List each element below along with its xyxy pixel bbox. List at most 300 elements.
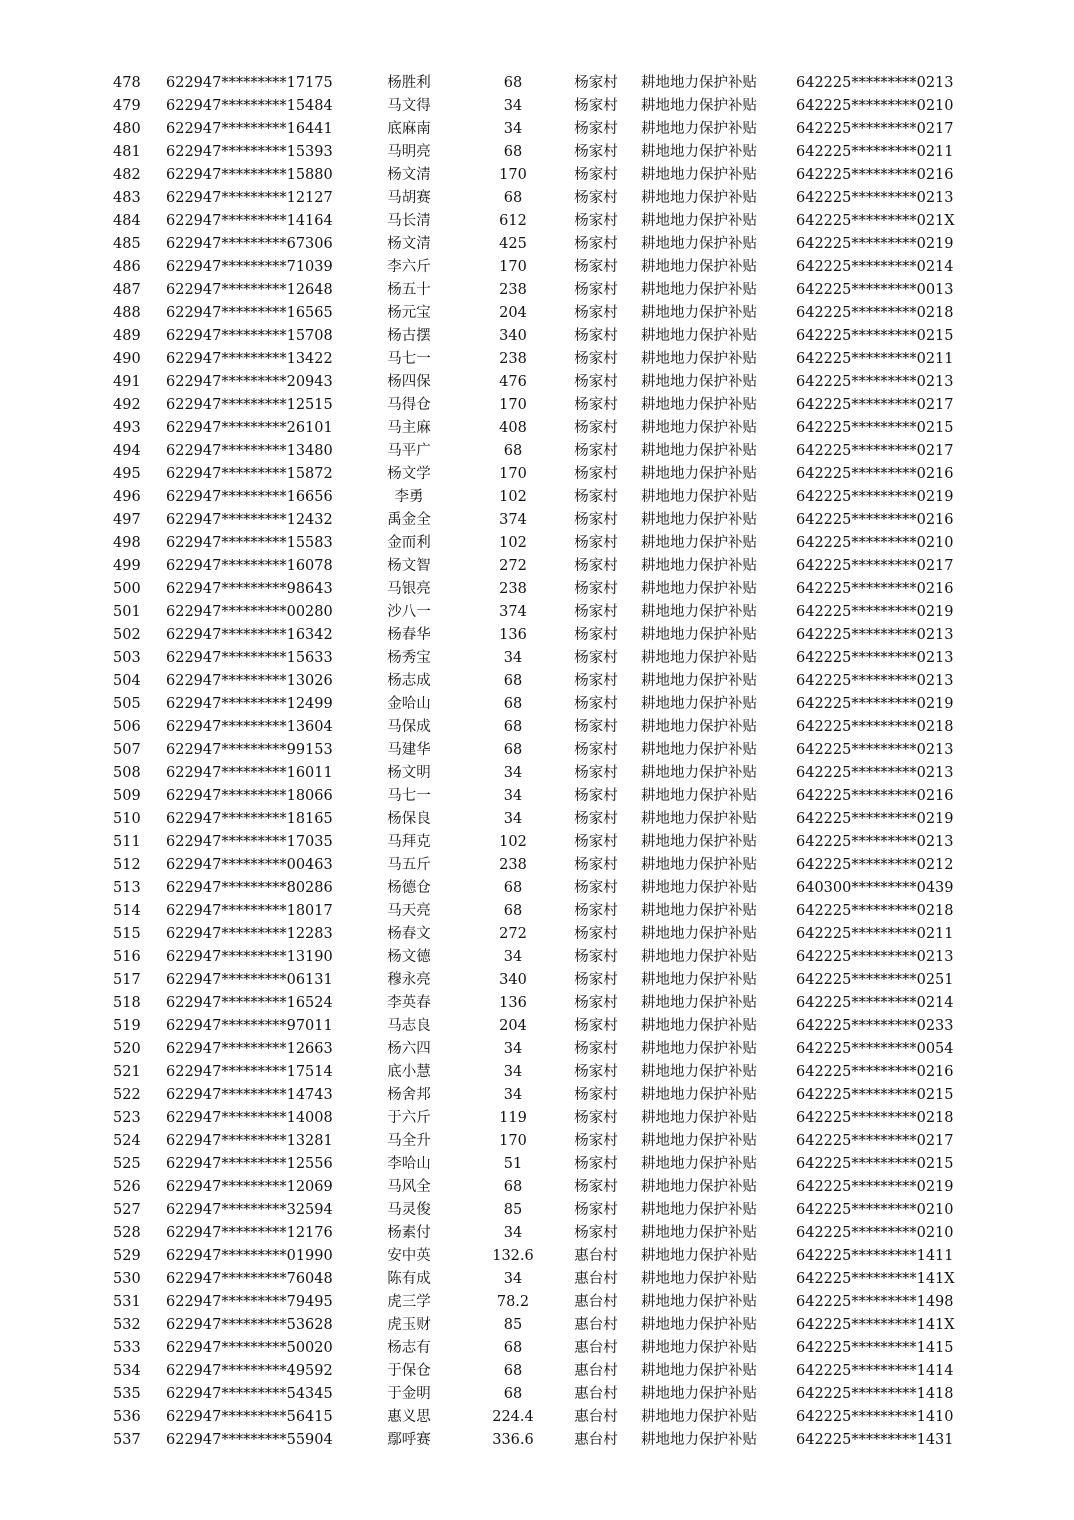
row-number: 513	[113, 880, 141, 896]
table-row	[0, 762, 1074, 785]
subsidy-item: 耕地地力保护补贴	[641, 696, 757, 712]
id-card-number: 642225*********0212	[796, 857, 954, 873]
row-number: 528	[113, 1225, 141, 1241]
subsidy-item: 耕地地力保护补贴	[641, 1225, 757, 1241]
bank-account-number: 622947*********79495	[166, 1294, 333, 1310]
subsidy-item: 耕地地力保护补贴	[641, 811, 757, 827]
subsidy-amount: 34	[503, 1041, 523, 1057]
bank-account-number: 622947*********17175	[166, 75, 333, 91]
subsidy-amount: 68	[503, 1340, 523, 1356]
village-name: 杨家村	[574, 1087, 618, 1103]
village-name: 杨家村	[574, 972, 618, 988]
table-row	[0, 532, 1074, 555]
subsidy-amount: 68	[503, 742, 523, 758]
id-card-number: 642225*********1498	[796, 1294, 954, 1310]
bank-account-number: 622947*********12127	[166, 190, 333, 206]
bank-account-number: 622947*********12432	[166, 512, 333, 528]
subsidy-item: 耕地地力保护补贴	[641, 788, 757, 804]
table-row	[0, 1107, 1074, 1130]
table-row	[0, 1360, 1074, 1383]
table-row	[0, 187, 1074, 210]
subsidy-amount: 224.4	[492, 1409, 534, 1425]
id-card-number: 642225*********0219	[796, 696, 954, 712]
subsidy-amount: 68	[503, 443, 523, 459]
village-name: 惠台村	[574, 1432, 618, 1448]
subsidy-item: 耕地地力保护补贴	[641, 121, 757, 137]
subsidy-item: 耕地地力保护补贴	[641, 880, 757, 896]
village-name: 杨家村	[574, 719, 618, 735]
subsidy-item: 耕地地力保护补贴	[641, 466, 757, 482]
table-row	[0, 624, 1074, 647]
village-name: 杨家村	[574, 742, 618, 758]
subsidy-amount: 68	[503, 673, 523, 689]
row-number: 533	[113, 1340, 141, 1356]
row-number: 537	[113, 1432, 141, 1448]
row-number: 526	[113, 1179, 141, 1195]
bank-account-number: 622947*********00280	[166, 604, 333, 620]
recipient-name: 穆永亮	[387, 972, 431, 988]
row-number: 489	[113, 328, 141, 344]
recipient-name: 沙八一	[387, 604, 431, 620]
subsidy-amount: 34	[503, 765, 523, 781]
subsidy-item: 耕地地力保护补贴	[641, 1432, 757, 1448]
subsidy-item: 耕地地力保护补贴	[641, 1271, 757, 1287]
id-card-number: 642225*********0213	[796, 673, 954, 689]
recipient-name: 底小慧	[387, 1064, 431, 1080]
village-name: 惠台村	[574, 1248, 618, 1264]
recipient-name: 陈有成	[387, 1271, 431, 1287]
table-row	[0, 1291, 1074, 1314]
row-number: 534	[113, 1363, 141, 1379]
row-number: 505	[113, 696, 141, 712]
bank-account-number: 622947*********12663	[166, 1041, 333, 1057]
table-row	[0, 1176, 1074, 1199]
recipient-name: 李六斤	[387, 259, 431, 275]
subsidy-amount: 272	[499, 926, 527, 942]
recipient-name: 李勇	[394, 489, 424, 505]
subsidy-amount: 68	[503, 903, 523, 919]
village-name: 杨家村	[574, 995, 618, 1011]
subsidy-item: 耕地地力保护补贴	[641, 328, 757, 344]
table-row	[0, 1314, 1074, 1337]
subsidy-item: 耕地地力保护补贴	[641, 144, 757, 160]
id-card-number: 640300*********0439	[796, 880, 954, 896]
subsidy-item: 耕地地力保护补贴	[641, 1409, 757, 1425]
village-name: 杨家村	[574, 604, 618, 620]
row-number: 515	[113, 926, 141, 942]
id-card-number: 642225*********0210	[796, 1225, 954, 1241]
subsidy-amount: 51	[503, 1156, 523, 1172]
id-card-number: 642225*********0216	[796, 512, 954, 528]
row-number: 500	[113, 581, 141, 597]
bank-account-number: 622947*********55904	[166, 1432, 333, 1448]
bank-account-number: 622947*********12515	[166, 397, 333, 413]
subsidy-amount: 119	[499, 1110, 527, 1126]
village-name: 杨家村	[574, 1179, 618, 1195]
bank-account-number: 622947*********53628	[166, 1317, 333, 1333]
village-name: 杨家村	[574, 167, 618, 183]
subsidy-amount: 85	[503, 1202, 523, 1218]
village-name: 杨家村	[574, 765, 618, 781]
row-number: 511	[113, 834, 141, 850]
recipient-name: 马主麻	[387, 420, 431, 436]
village-name: 杨家村	[574, 75, 618, 91]
row-number: 518	[113, 995, 141, 1011]
subsidy-item: 耕地地力保护补贴	[641, 650, 757, 666]
id-card-number: 642225*********0217	[796, 121, 954, 137]
row-number: 503	[113, 650, 141, 666]
village-name: 杨家村	[574, 236, 618, 252]
subsidy-amount: 136	[499, 627, 527, 643]
id-card-number: 642225*********1410	[796, 1409, 954, 1425]
subsidy-item: 耕地地力保护补贴	[641, 742, 757, 758]
village-name: 杨家村	[574, 282, 618, 298]
village-name: 惠台村	[574, 1317, 618, 1333]
village-name: 惠台村	[574, 1386, 618, 1402]
row-number: 532	[113, 1317, 141, 1333]
village-name: 杨家村	[574, 305, 618, 321]
subsidy-item: 耕地地力保护补贴	[641, 1018, 757, 1034]
village-name: 杨家村	[574, 512, 618, 528]
table-row	[0, 463, 1074, 486]
recipient-name: 杨素付	[387, 1225, 431, 1241]
subsidy-item: 耕地地力保护补贴	[641, 167, 757, 183]
bank-account-number: 622947*********98643	[166, 581, 333, 597]
row-number: 498	[113, 535, 141, 551]
row-number: 521	[113, 1064, 141, 1080]
recipient-name: 马明亮	[387, 144, 431, 160]
table-row	[0, 1038, 1074, 1061]
village-name: 杨家村	[574, 1202, 618, 1218]
bank-account-number: 622947*********16011	[166, 765, 333, 781]
village-name: 杨家村	[574, 903, 618, 919]
table-row	[0, 808, 1074, 831]
subsidy-amount: 238	[499, 581, 527, 597]
recipient-name: 马七一	[387, 351, 431, 367]
bank-account-number: 622947*********32594	[166, 1202, 333, 1218]
bank-account-number: 622947*********99153	[166, 742, 333, 758]
bank-account-number: 622947*********17035	[166, 834, 333, 850]
subsidy-amount: 34	[503, 98, 523, 114]
village-name: 杨家村	[574, 144, 618, 160]
village-name: 杨家村	[574, 926, 618, 942]
village-name: 杨家村	[574, 420, 618, 436]
subsidy-amount: 170	[499, 397, 527, 413]
row-number: 492	[113, 397, 141, 413]
recipient-name: 杨四保	[387, 374, 431, 390]
row-number: 523	[113, 1110, 141, 1126]
table-row	[0, 210, 1074, 233]
recipient-name: 杨志有	[387, 1340, 431, 1356]
id-card-number: 642225*********0218	[796, 1110, 954, 1126]
subsidy-amount: 68	[503, 696, 523, 712]
village-name: 杨家村	[574, 811, 618, 827]
table-row	[0, 969, 1074, 992]
bank-account-number: 622947*********13604	[166, 719, 333, 735]
subsidy-item: 耕地地力保护补贴	[641, 1110, 757, 1126]
id-card-number: 642225*********0213	[796, 765, 954, 781]
table-row	[0, 325, 1074, 348]
village-name: 惠台村	[574, 1363, 618, 1379]
subsidy-amount: 238	[499, 857, 527, 873]
table-row	[0, 486, 1074, 509]
table-row	[0, 1061, 1074, 1084]
village-name: 杨家村	[574, 857, 618, 873]
row-number: 501	[113, 604, 141, 620]
recipient-name: 禹金全	[387, 512, 431, 528]
id-card-number: 642225*********0213	[796, 834, 954, 850]
subsidy-item: 耕地地力保护补贴	[641, 903, 757, 919]
recipient-name: 杨文明	[387, 765, 431, 781]
village-name: 杨家村	[574, 650, 618, 666]
subsidy-item: 耕地地力保护补贴	[641, 1179, 757, 1195]
id-card-number: 642225*********0219	[796, 811, 954, 827]
village-name: 杨家村	[574, 213, 618, 229]
row-number: 509	[113, 788, 141, 804]
recipient-name: 杨六四	[387, 1041, 431, 1057]
bank-account-number: 622947*********12176	[166, 1225, 333, 1241]
table-row	[0, 141, 1074, 164]
recipient-name: 杨春文	[387, 926, 431, 942]
subsidy-item: 耕地地力保护补贴	[641, 581, 757, 597]
id-card-number: 642225*********1414	[796, 1363, 954, 1379]
subsidy-item: 耕地地力保护补贴	[641, 282, 757, 298]
subsidy-amount: 68	[503, 719, 523, 735]
subsidy-amount: 132.6	[492, 1248, 534, 1264]
id-card-number: 642225*********0218	[796, 903, 954, 919]
table-row	[0, 1337, 1074, 1360]
recipient-name: 马得仓	[387, 397, 431, 413]
table-row	[0, 946, 1074, 969]
village-name: 杨家村	[574, 443, 618, 459]
id-card-number: 642225*********0251	[796, 972, 954, 988]
subsidy-item: 耕地地力保护补贴	[641, 995, 757, 1011]
subsidy-amount: 34	[503, 1064, 523, 1080]
subsidy-amount: 34	[503, 121, 523, 137]
subsidy-item: 耕地地力保护补贴	[641, 213, 757, 229]
subsidy-amount: 102	[499, 834, 527, 850]
subsidy-amount: 425	[499, 236, 527, 252]
id-card-number: 642225*********1411	[796, 1248, 954, 1264]
village-name: 杨家村	[574, 1064, 618, 1080]
row-number: 529	[113, 1248, 141, 1264]
bank-account-number: 622947*********16441	[166, 121, 333, 137]
subsidy-amount: 612	[499, 213, 527, 229]
bank-account-number: 622947*********17514	[166, 1064, 333, 1080]
id-card-number: 642225*********0217	[796, 1133, 954, 1149]
row-number: 507	[113, 742, 141, 758]
bank-account-number: 622947*********16524	[166, 995, 333, 1011]
subsidy-amount: 68	[503, 1386, 523, 1402]
village-name: 杨家村	[574, 1110, 618, 1126]
subsidy-item: 耕地地力保护补贴	[641, 535, 757, 551]
row-number: 502	[113, 627, 141, 643]
table-row	[0, 1222, 1074, 1245]
id-card-number: 642225*********0216	[796, 466, 954, 482]
row-number: 514	[113, 903, 141, 919]
bank-account-number: 622947*********15708	[166, 328, 333, 344]
recipient-name: 马长清	[387, 213, 431, 229]
row-number: 536	[113, 1409, 141, 1425]
recipient-name: 马志良	[387, 1018, 431, 1034]
id-card-number: 642225*********0210	[796, 535, 954, 551]
table-row	[0, 348, 1074, 371]
subsidy-amount: 68	[503, 1179, 523, 1195]
table-row	[0, 1130, 1074, 1153]
id-card-number: 642225*********0054	[796, 1041, 954, 1057]
table-row	[0, 1429, 1074, 1452]
bank-account-number: 622947*********18017	[166, 903, 333, 919]
village-name: 杨家村	[574, 558, 618, 574]
recipient-name: 鄢呼赛	[387, 1432, 431, 1448]
bank-account-number: 622947*********49592	[166, 1363, 333, 1379]
table-row	[0, 601, 1074, 624]
village-name: 杨家村	[574, 121, 618, 137]
subsidy-amount: 170	[499, 1133, 527, 1149]
id-card-number: 642225*********0213	[796, 627, 954, 643]
table-row	[0, 1268, 1074, 1291]
village-name: 杨家村	[574, 397, 618, 413]
bank-account-number: 622947*********15880	[166, 167, 333, 183]
village-name: 杨家村	[574, 374, 618, 390]
bank-account-number: 622947*********13026	[166, 673, 333, 689]
village-name: 杨家村	[574, 466, 618, 482]
subsidy-item: 耕地地力保护补贴	[641, 857, 757, 873]
subsidy-amount: 34	[503, 811, 523, 827]
recipient-name: 杨文学	[387, 466, 431, 482]
subsidy-amount: 136	[499, 995, 527, 1011]
recipient-name: 杨文清	[387, 167, 431, 183]
bank-account-number: 622947*********76048	[166, 1271, 333, 1287]
table-row	[0, 578, 1074, 601]
recipient-name: 杨舍邦	[387, 1087, 431, 1103]
subsidy-amount: 238	[499, 351, 527, 367]
village-name: 杨家村	[574, 673, 618, 689]
table-row	[0, 1245, 1074, 1268]
id-card-number: 642225*********0213	[796, 949, 954, 965]
row-number: 487	[113, 282, 141, 298]
subsidy-amount: 34	[503, 1087, 523, 1103]
village-name: 杨家村	[574, 1041, 618, 1057]
bank-account-number: 622947*********12283	[166, 926, 333, 942]
recipient-name: 李英春	[387, 995, 431, 1011]
id-card-number: 642225*********0218	[796, 719, 954, 735]
bank-account-number: 622947*********00463	[166, 857, 333, 873]
id-card-number: 642225*********141X	[796, 1317, 955, 1333]
subsidy-item: 耕地地力保护补贴	[641, 834, 757, 850]
subsidy-table	[0, 72, 1074, 1452]
recipient-name: 马文得	[387, 98, 431, 114]
subsidy-amount: 170	[499, 466, 527, 482]
bank-account-number: 622947*********26101	[166, 420, 333, 436]
bank-account-number: 622947*********97011	[166, 1018, 333, 1034]
bank-account-number: 622947*********14008	[166, 1110, 333, 1126]
table-row	[0, 440, 1074, 463]
id-card-number: 642225*********0215	[796, 328, 954, 344]
table-row	[0, 877, 1074, 900]
village-name: 杨家村	[574, 949, 618, 965]
subsidy-item: 耕地地力保护补贴	[641, 558, 757, 574]
subsidy-item: 耕地地力保护补贴	[641, 765, 757, 781]
bank-account-number: 622947*********16565	[166, 305, 333, 321]
bank-account-number: 622947*********16342	[166, 627, 333, 643]
subsidy-amount: 340	[499, 328, 527, 344]
village-name: 杨家村	[574, 328, 618, 344]
row-number: 516	[113, 949, 141, 965]
recipient-name: 马银亮	[387, 581, 431, 597]
subsidy-item: 耕地地力保护补贴	[641, 673, 757, 689]
recipient-name: 马天亮	[387, 903, 431, 919]
subsidy-item: 耕地地力保护补贴	[641, 420, 757, 436]
subsidy-amount: 102	[499, 489, 527, 505]
subsidy-amount: 34	[503, 1271, 523, 1287]
table-row	[0, 693, 1074, 716]
subsidy-amount: 68	[503, 75, 523, 91]
id-card-number: 642225*********1418	[796, 1386, 954, 1402]
row-number: 512	[113, 857, 141, 873]
table-row	[0, 1406, 1074, 1429]
table-row	[0, 670, 1074, 693]
row-number: 494	[113, 443, 141, 459]
row-number: 480	[113, 121, 141, 137]
table-row	[0, 118, 1074, 141]
subsidy-amount: 34	[503, 788, 523, 804]
id-card-number: 642225*********0215	[796, 1087, 954, 1103]
bank-account-number: 622947*********18066	[166, 788, 333, 804]
subsidy-item: 耕地地力保护补贴	[641, 1041, 757, 1057]
subsidy-item: 耕地地力保护补贴	[641, 926, 757, 942]
village-name: 杨家村	[574, 190, 618, 206]
table-row	[0, 1153, 1074, 1176]
recipient-name: 杨元宝	[387, 305, 431, 321]
recipient-name: 杨志成	[387, 673, 431, 689]
subsidy-amount: 336.6	[492, 1432, 534, 1448]
table-row	[0, 1383, 1074, 1406]
recipient-name: 金哈山	[387, 696, 431, 712]
table-row	[0, 95, 1074, 118]
table-row	[0, 233, 1074, 256]
village-name: 杨家村	[574, 489, 618, 505]
table-row	[0, 302, 1074, 325]
bank-account-number: 622947*********50020	[166, 1340, 333, 1356]
bank-account-number: 622947*********14164	[166, 213, 333, 229]
row-number: 490	[113, 351, 141, 367]
subsidy-amount: 85	[503, 1317, 523, 1333]
id-card-number: 642225*********0213	[796, 75, 954, 91]
subsidy-item: 耕地地力保护补贴	[641, 1386, 757, 1402]
bank-account-number: 622947*********71039	[166, 259, 333, 275]
subsidy-item: 耕地地力保护补贴	[641, 949, 757, 965]
subsidy-amount: 408	[499, 420, 527, 436]
id-card-number: 642225*********0216	[796, 581, 954, 597]
subsidy-item: 耕地地力保护补贴	[641, 98, 757, 114]
id-card-number: 642225*********1431	[796, 1432, 954, 1448]
table-row	[0, 555, 1074, 578]
subsidy-amount: 204	[499, 305, 527, 321]
table-row	[0, 509, 1074, 532]
village-name: 惠台村	[574, 1409, 618, 1425]
subsidy-amount: 34	[503, 1225, 523, 1241]
recipient-name: 杨五十	[387, 282, 431, 298]
bank-account-number: 622947*********15393	[166, 144, 333, 160]
recipient-name: 惠义思	[387, 1409, 431, 1425]
id-card-number: 642225*********0214	[796, 259, 954, 275]
table-row	[0, 854, 1074, 877]
id-card-number: 642225*********0211	[796, 926, 954, 942]
bank-account-number: 622947*********80286	[166, 880, 333, 896]
row-number: 530	[113, 1271, 141, 1287]
row-number: 484	[113, 213, 141, 229]
